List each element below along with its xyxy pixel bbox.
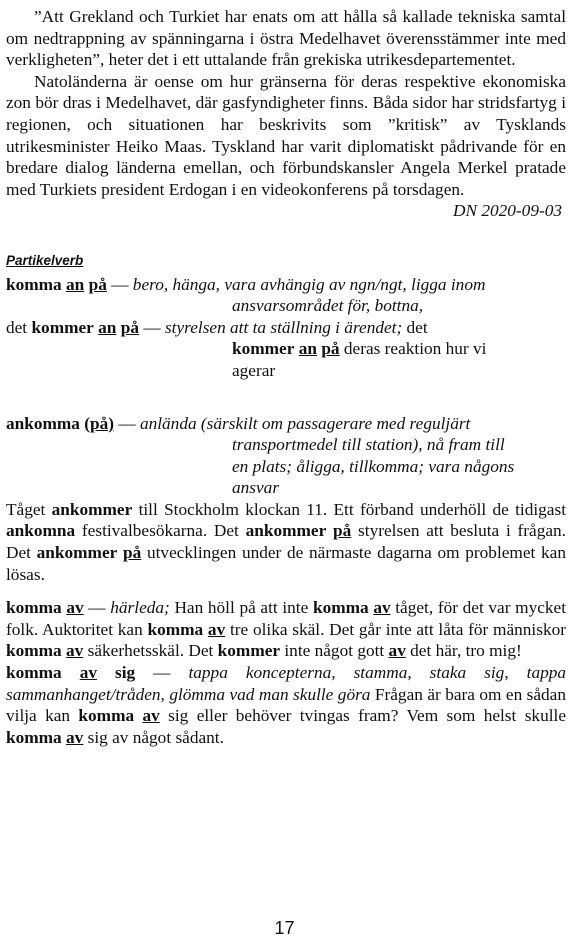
example-text: deras reaktion hur vi xyxy=(339,339,487,359)
section-heading: Partikelverb xyxy=(6,252,84,268)
entry-definition: anlända (särskilt om passagerare med reguljärt xyxy=(139,413,471,433)
entry-ankomma xyxy=(6,413,566,435)
example-text: tåget, för det var mycket folk. Auktoritet kan xyxy=(6,598,567,639)
example-particle: på xyxy=(120,317,140,337)
example-particle: av xyxy=(373,598,391,618)
entry-definition-cont: transportmedel till station), nå fram till xyxy=(232,435,505,455)
example-text: styrelsen att besluta i frågan. Det xyxy=(6,521,566,563)
spacer xyxy=(6,382,566,403)
entry-definition: härleda; xyxy=(110,598,170,618)
example-text: sig av något sådant. xyxy=(83,727,224,747)
example-verb: ankommer xyxy=(245,521,327,541)
example-text: det xyxy=(402,317,428,337)
example-text: festivalbesökarna. Det xyxy=(75,521,246,541)
entry-komma-av xyxy=(6,597,566,662)
example-continuation: agerar xyxy=(232,360,276,380)
example-particle: av xyxy=(66,641,84,661)
example-verb: ankommer xyxy=(36,543,118,563)
entry-examples xyxy=(6,499,566,585)
entry-reflexive: sig xyxy=(115,663,136,683)
article-source: DN 2020-09-03 xyxy=(453,201,562,221)
example-verb: ankomna xyxy=(6,521,76,541)
entry-definition: bero, hänga, vara avhängig av ngn/ngt, ligga inom xyxy=(132,274,486,294)
example-particle: an xyxy=(98,317,117,337)
entry-definition-cont: ansvarsområdet för, bottna, xyxy=(232,296,424,316)
example-particle: på xyxy=(321,339,340,359)
example-continuation xyxy=(6,338,566,360)
entry-verb: ankomma xyxy=(6,413,80,433)
example-particle: på xyxy=(123,543,142,563)
entry-particle: (på) xyxy=(84,413,115,433)
example-particle: av xyxy=(142,706,160,726)
entry-dash: — xyxy=(83,598,111,618)
example-particle: på xyxy=(333,521,352,541)
entry-komma-av-sig xyxy=(6,662,566,748)
example-verb: komma xyxy=(312,598,369,618)
entry-particle: av xyxy=(79,663,97,683)
example-text: det här, tro mig! xyxy=(405,641,522,661)
example-text: Frågan är bara om en sådan vilja kan xyxy=(6,684,566,726)
entry-dash: — xyxy=(139,317,165,337)
article-paragraph-1: ”Att Grekland och Turkiet har enats om att hålla så kallade tekniska samtal om nedtrappning av spänningarna i östra Medelhavet överensstämmer inte med verkligheten”, heter det i ett uttalande från grekiska utrikesdepartementet. xyxy=(6,7,566,70)
entry-definition-cont: ansvar xyxy=(232,478,280,498)
example-verb: komma xyxy=(147,619,204,639)
entry-dash: — xyxy=(106,274,133,294)
example-text: sig eller behöver tvingas fram? Vem som helst skulle xyxy=(159,706,566,726)
example-text: inte något gott xyxy=(280,641,389,661)
example-text: till Stockholm klockan 11. Ett förband underhöll de tidigast xyxy=(132,499,566,519)
example-text: det xyxy=(6,317,32,337)
example-particle: an xyxy=(298,339,317,359)
example-particle: av xyxy=(388,641,406,661)
example-text: tre olika skäl. Det går inte att låta för människor xyxy=(225,619,566,639)
example-verb: kommer xyxy=(217,641,281,661)
entry-particle: av xyxy=(66,598,84,618)
article-paragraph-2: Natoländerna är oense om hur gränserna för deras respektive ekonomiska zon bör dras i Medelhavet, där gasfyndigheter finns. Båda sidor har stridsfartyg i regionen, och situationen har beskrivits som ”kritisk” av Tysklands utrikesminister Heiko Maas. Tyskland har varit diplomatiskt pådrivande för en bredare dialog länderna emellan, och förbundskansler Angela Merkel pratade med Turkiets president Erdogan i en videokonferens på torsdagen. xyxy=(6,71,566,199)
example-particle: av xyxy=(66,727,84,747)
entry-example xyxy=(6,317,566,339)
entry-definition: tappa koncepterna, stamma, staka sig, tappa sammanhanget/tråden, glömma vad man skulle göra xyxy=(6,663,567,704)
page-content xyxy=(6,6,566,748)
entry-verb: komma xyxy=(6,598,62,618)
entry-definition-cont: en plats; åligga, tillkomma; vara någons xyxy=(232,456,515,476)
entry-dash: — xyxy=(135,663,189,683)
example-verb: ankommer xyxy=(51,499,133,519)
example-text: säkerhetsskäl. Det xyxy=(83,641,218,661)
example-verb: komma xyxy=(78,706,135,726)
example-text: utvecklingen under de närmaste dagarna om problemet kan lösas. xyxy=(6,543,566,584)
entry-verb: komma xyxy=(6,663,62,683)
example-text: Tåget xyxy=(6,499,52,519)
example-verb: kommer xyxy=(31,317,94,337)
page-number: 17 xyxy=(274,918,295,938)
example-verb: kommer xyxy=(232,339,295,359)
example-verb: komma xyxy=(6,727,62,747)
example-verb: komma xyxy=(6,641,62,661)
entry-particle: an xyxy=(66,274,85,294)
entry-verb: komma xyxy=(6,274,62,294)
entry-dash: — xyxy=(114,413,140,433)
entry-particle: på xyxy=(88,274,107,294)
entry-komma-an-pa xyxy=(6,274,566,296)
example-text: Han höll på att inte xyxy=(169,598,313,618)
example-particle: av xyxy=(207,619,226,639)
example-definition: styrelsen att ta ställning i ärendet; xyxy=(164,317,403,337)
